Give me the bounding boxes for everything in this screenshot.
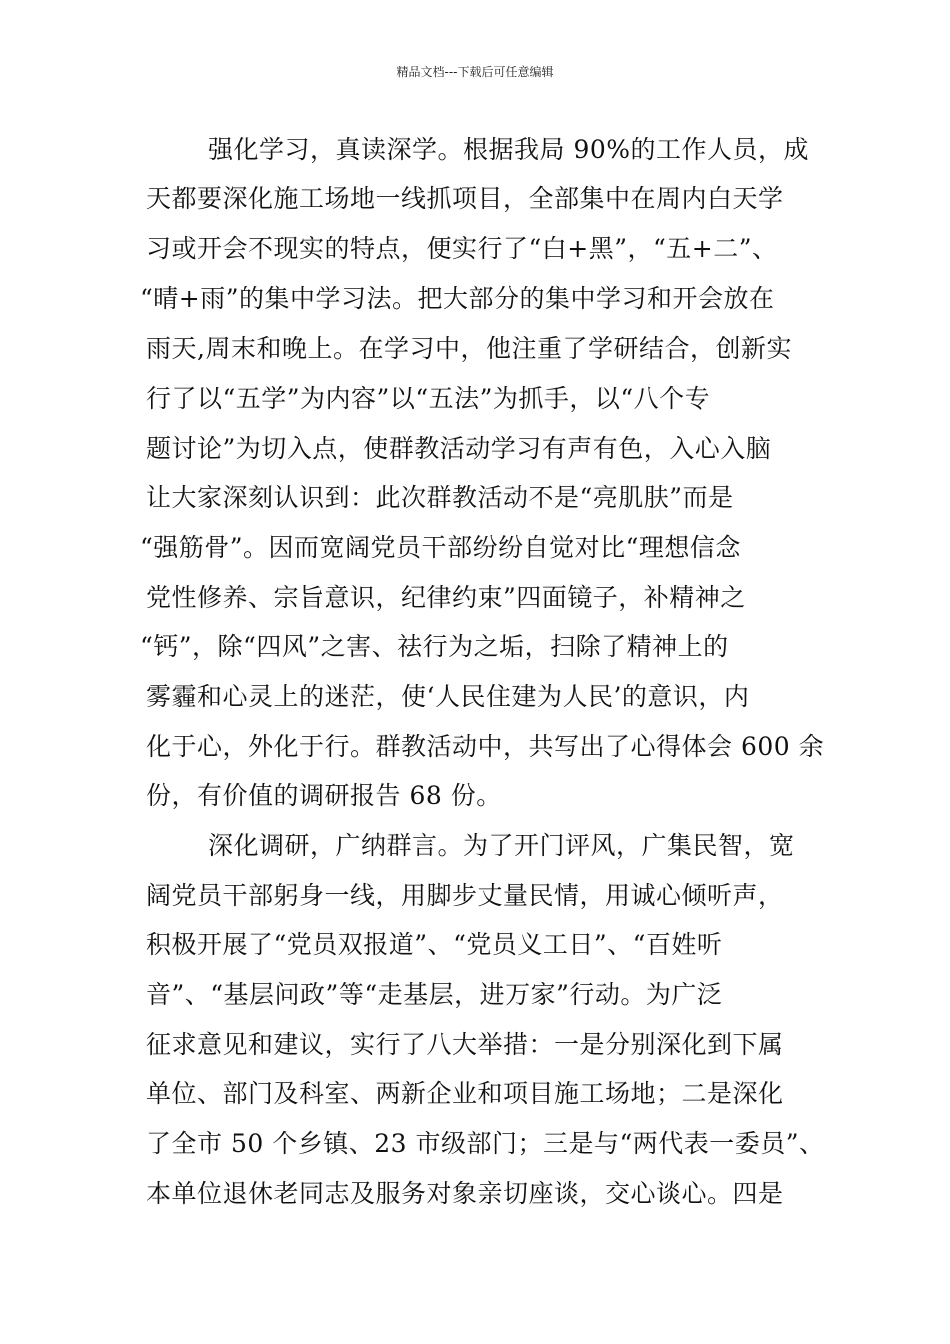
paragraph-1-line-5: 雨天,周末和晚上。在学习中，他注重了学研结合，创新实 <box>146 334 792 363</box>
paragraph-1-line-12: 雾霾和心灵上的迷茫，使‘人民住建为人民’的意识，内 <box>146 682 750 711</box>
paragraph-1-line-7: 题讨论”为切入点，使群教活动学习有声有色，入心入脑 <box>146 434 772 463</box>
paragraph-1-line-10: 党性修养、宗旨意识，纪律约束”四面镜子，补精神之 <box>146 583 746 612</box>
paragraph-1-line-6: 行了以“五学”为内容”以“五法”为抓手，以“八个专 <box>146 384 711 413</box>
paragraph-1-line-2: 天都要深化施工场地一线抓项目，全部集中在周内白天学 <box>146 184 784 213</box>
paragraph-1-line-8: 让大家深刻认识到：此次群教活动不是“亮肌肤”而是 <box>146 483 734 512</box>
paragraph-1-line-1: 强化学习，真读深学。根据我局 90%的工作人员，成 <box>208 135 810 164</box>
paragraph-2-line-2: 阔党员干部躬身一线，用脚步丈量民情，用诚心倾听声， <box>146 881 784 910</box>
paragraph-1-line-9: “强筋骨”。因而宽阔党员干部纷纷自觉对比“理想信念 <box>140 533 741 562</box>
paragraph-1-line-14: 份，有价值的调研报告 68 份。 <box>146 781 502 810</box>
paragraph-1-line-4: “晴+雨”的集中学习法。把大部分的集中学习和开会放在 <box>140 284 775 313</box>
page-header: 精品文档---下载后可任意编辑 <box>396 65 554 79</box>
paragraph-2-line-6: 单位、部门及科室、两新企业和项目施工场地；二是深化 <box>146 1079 784 1108</box>
paragraph-1-line-13: 化于心，外化于行。群教活动中，共写出了心得体会 600 余 <box>146 732 825 761</box>
paragraph-2-line-4: 音”、“基层问政”等“走基层，进万家”行动。为广泛 <box>146 980 723 1009</box>
paragraph-2-line-7: 了全市 50 个乡镇、23 市级部门；三是与“两代表一委员”、 <box>146 1129 825 1158</box>
paragraph-2-line-5: 征求意见和建议，实行了八大举措：一是分别深化到下属 <box>146 1030 784 1059</box>
paragraph-2-line-3: 积极开展了“党员双报道”、“党员义工日”、“百姓听 <box>146 930 723 959</box>
paragraph-1-line-3: 习或开会不现实的特点，便实行了“白+黑”，“五+二”、 <box>146 234 778 263</box>
paragraph-2-line-8: 本单位退休老同志及服务对象亲切座谈，交心谈心。四是 <box>146 1179 784 1208</box>
paragraph-1-line-11: “钙”，除“四风”之害、祛行为之垢，扫除了精神上的 <box>140 632 729 661</box>
paragraph-2-line-1: 深化调研，广纳群言。为了开门评风，广集民智，宽 <box>208 831 795 860</box>
